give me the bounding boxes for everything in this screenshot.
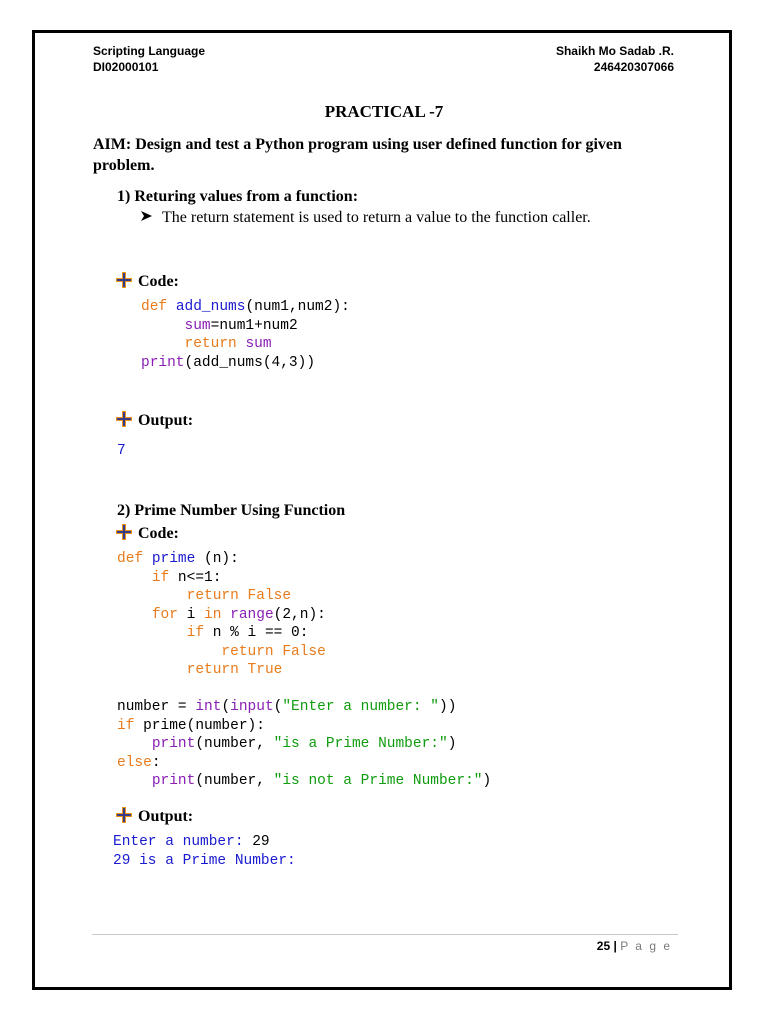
- code-line: [117, 569, 491, 588]
- plus-marker-icon: [116, 272, 138, 294]
- code-token: int: [195, 699, 222, 715]
- code-line: [117, 680, 491, 699]
- code-token: (n):: [195, 551, 239, 567]
- arrow-bullet-icon: [140, 208, 162, 228]
- footer-divider: [92, 934, 678, 935]
- code-token: add_nums: [175, 299, 246, 315]
- code-token: n<=1:: [177, 569, 222, 586]
- code-token: [117, 625, 187, 641]
- code-token: )): [439, 699, 457, 715]
- code-token: ): [482, 773, 492, 789]
- code-token: print: [151, 736, 196, 752]
- page-label: P a g e: [620, 939, 672, 953]
- header-left: [93, 43, 205, 75]
- code-token: =num1+num2: [210, 317, 298, 334]
- output-block-1: 7: [117, 443, 126, 459]
- code-token: sum: [245, 336, 272, 352]
- code-token: number =: [117, 699, 196, 715]
- code-token: return True: [186, 662, 283, 678]
- code-label: Code:: [138, 525, 179, 542]
- code-token: if: [151, 569, 178, 586]
- section1-code-heading: [116, 270, 179, 292]
- code-line: [117, 624, 491, 643]
- code-token: (: [273, 699, 283, 715]
- enrollment-number: 246420307066: [593, 60, 674, 74]
- subject-name: Scripting Language: [93, 44, 206, 58]
- author-name: Shaikh Mo Sadab .R.: [555, 44, 674, 58]
- code-token: (: [221, 699, 231, 715]
- code-token: return: [184, 336, 246, 352]
- code-token: def: [117, 551, 152, 567]
- code-token: [141, 336, 185, 352]
- code-line: [117, 587, 491, 606]
- code-token: range: [230, 606, 274, 623]
- code-token: sum: [184, 317, 211, 334]
- code-token: (2,n):: [273, 606, 326, 623]
- page-footer: [597, 938, 672, 954]
- section2-output-heading: [116, 805, 193, 827]
- code-token: def: [141, 299, 176, 315]
- output-line: [113, 833, 296, 852]
- code-line: [117, 550, 491, 569]
- code-token: Enter a number:: [113, 834, 253, 850]
- code-line: [117, 661, 491, 680]
- output-line: [113, 852, 296, 871]
- section2-code-heading: [116, 522, 179, 544]
- code-token: (add_nums(4,3)): [184, 354, 316, 371]
- code-token: print: [141, 354, 185, 371]
- code-token: [141, 318, 185, 334]
- code-token: "is not a Prime Number:": [273, 773, 483, 789]
- code-line: [141, 298, 350, 317]
- output-block-2: [113, 833, 296, 870]
- code-token: n % i == 0:: [212, 625, 309, 641]
- code-line: [117, 717, 491, 736]
- code-token: if: [117, 717, 144, 734]
- page-title: PRACTICAL -7: [324, 102, 444, 121]
- code-line: [117, 754, 491, 773]
- code-token: return False: [186, 588, 292, 604]
- code-token: input: [230, 699, 274, 715]
- code-block-2: [117, 550, 491, 791]
- code-token: 29: [252, 834, 270, 850]
- plus-marker-icon: [116, 411, 138, 433]
- page-number: 25: [596, 939, 611, 953]
- code-line: [117, 643, 491, 662]
- aim-statement: AIM: Design and test a Python program using user defined function for given problem.: [93, 136, 622, 174]
- footer-separator: |: [613, 939, 617, 953]
- code-token: [117, 662, 187, 678]
- code-token: (num1,num2):: [245, 299, 350, 315]
- code-line: [117, 698, 491, 717]
- section1-heading: 1) Returing values from a function:: [117, 188, 359, 205]
- code-token: ): [447, 736, 457, 752]
- section1-bullet: [140, 208, 591, 228]
- code-token: in: [204, 606, 231, 623]
- code-line: [117, 772, 491, 791]
- code-token: "is a Prime Number:": [273, 736, 448, 752]
- code-token: [117, 736, 152, 752]
- code-token: [117, 607, 152, 623]
- plus-marker-icon: [116, 524, 138, 546]
- code-line: [141, 335, 350, 354]
- header-right: [556, 43, 674, 75]
- output-label: Output:: [138, 412, 194, 429]
- bullet-text: The return statement is used to return a value to the function caller.: [162, 209, 591, 226]
- code-token: [117, 588, 187, 604]
- code-line: [117, 606, 491, 625]
- section2-heading: 2) Prime Number Using Function: [117, 502, 346, 519]
- code-token: 29 is a Prime Number:: [113, 852, 296, 869]
- code-line: [141, 354, 350, 373]
- code-label: Code:: [138, 273, 179, 290]
- code-token: [117, 773, 152, 789]
- code-line: [141, 317, 350, 336]
- code-token: (number,: [195, 773, 274, 789]
- section1-output-heading: [116, 409, 193, 431]
- code-token: print: [151, 773, 196, 789]
- output-label: Output:: [138, 808, 194, 825]
- plus-marker-icon: [116, 807, 138, 829]
- code-token: prime: [151, 551, 196, 567]
- code-token: for: [151, 606, 187, 623]
- code-token: if: [186, 625, 213, 641]
- code-token: else: [117, 754, 152, 771]
- code-token: [117, 570, 152, 586]
- code-token: return False: [221, 643, 326, 660]
- code-token: i: [186, 606, 205, 623]
- code-token: "Enter a number: ": [282, 699, 439, 715]
- code-token: (number,: [195, 736, 274, 752]
- code-block-1: [141, 298, 350, 372]
- code-line: [117, 735, 491, 754]
- code-token: :: [151, 754, 161, 771]
- code-token: prime(number):: [143, 717, 265, 734]
- code-token: [117, 644, 221, 660]
- subject-code: DI02000101: [93, 60, 159, 74]
